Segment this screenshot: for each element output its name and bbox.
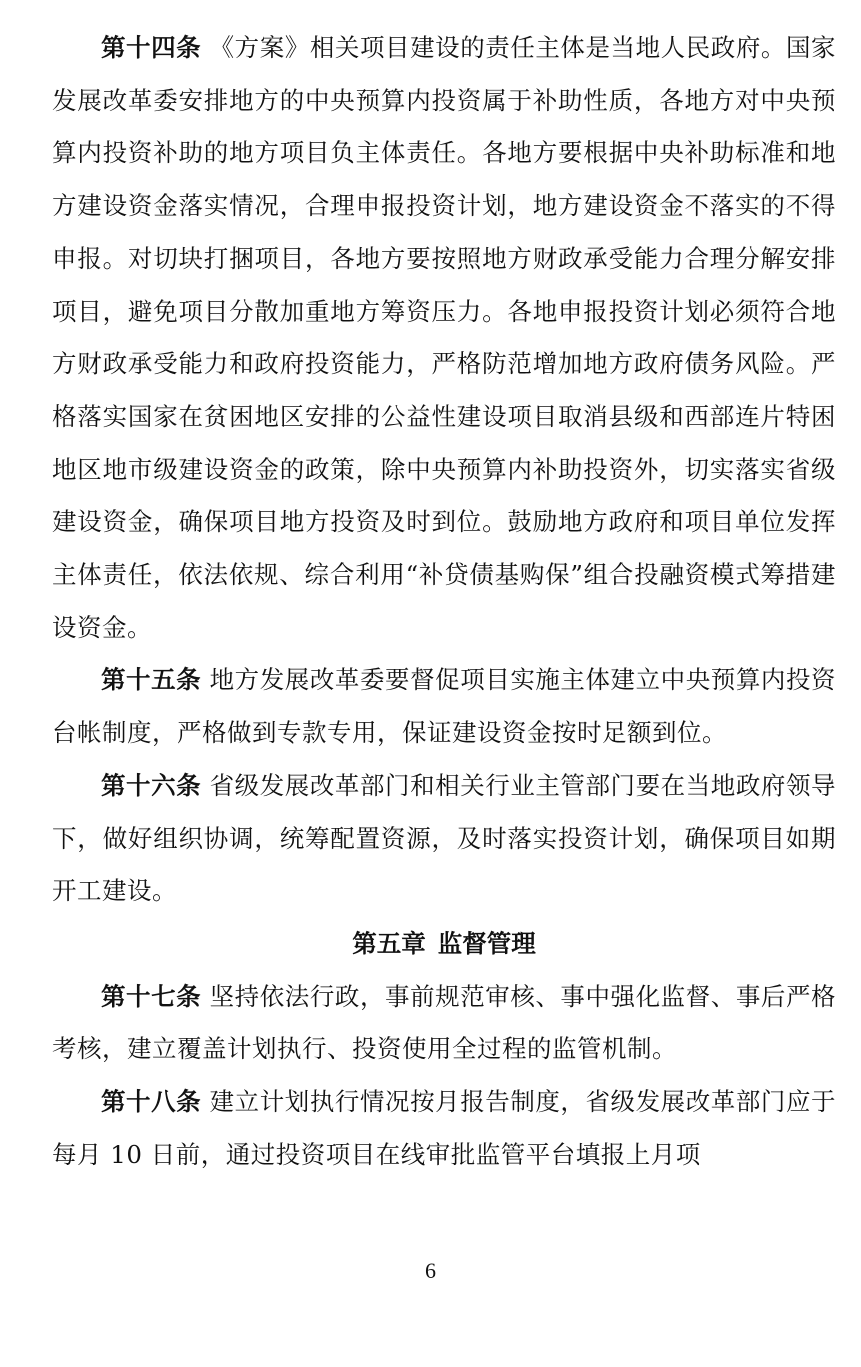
chapter-heading bbox=[52, 918, 836, 971]
article-number: 第十五条 bbox=[101, 665, 202, 695]
article-14 bbox=[52, 22, 836, 654]
article-text: 建立计划执行情况按月报告制度，省级发展改革部门应于每月 10 日前，通过投资项目在线审批监管平台填报上月项 bbox=[52, 1087, 837, 1169]
article-number: 第十八条 bbox=[101, 1087, 202, 1117]
page-number: 6 bbox=[425, 1258, 436, 1283]
article-text: 《方案》相关项目建设的责任主体是当地人民政府。国家发展改革委安排地方的中央预算内投资属于补助性质，各地方对中央预算内投资补助的地方项目负主体责任。各地方要根据中央补助标准和地方建设资金落实情况，合理申报投资计划，地方建设资金不落实的不得申报。对切块打捆项目，各地方要按照地方财政承受能力合理分解安排项目，避免项目分散加重地方筹资压力。各地申报投资计划必须符合地方财政承受能力和政府投资能力，严格防范增加地方政府债务风险。严格落实国家在贫困地区安排的公益性建设项目取消县级和西部连片特困地区地市级建设资金的政策，除中央预算内补助投资外，切实落实省级建设资金，确保项目地方投资及时到位。鼓励地方政府和项目单位发挥主体责任，依法依规、综合利用“补贷债基购保”组合投融资模式筹措建设资金。 bbox=[52, 33, 837, 642]
article-text: 坚持依法行政，事前规范审核、事中强化监督、事后严格考核，建立覆盖计划执行、投资使用全过程的监管机制。 bbox=[52, 981, 837, 1064]
article-number: 第十七条 bbox=[101, 981, 202, 1011]
chapter-title: 监督管理 bbox=[437, 928, 536, 958]
article-15 bbox=[52, 654, 836, 759]
article-text: 地方发展改革委要督促项目实施主体建立中央预算内投资台帐制度，严格做到专款专用，保证建设资金按时足额到位。 bbox=[52, 665, 837, 748]
article-18 bbox=[52, 1076, 836, 1181]
article-text: 省级发展改革部门和相关行业主管部门要在当地政府领导下，做好组织协调，统筹配置资源，及时落实投资计划，确保项目如期开工建设。 bbox=[52, 770, 837, 906]
document-page bbox=[52, 22, 836, 1181]
article-17 bbox=[52, 971, 836, 1076]
article-16 bbox=[52, 760, 836, 918]
article-number: 第十六条 bbox=[101, 770, 202, 800]
article-number: 第十四条 bbox=[101, 33, 202, 62]
chapter-number: 第五章 bbox=[352, 928, 426, 958]
